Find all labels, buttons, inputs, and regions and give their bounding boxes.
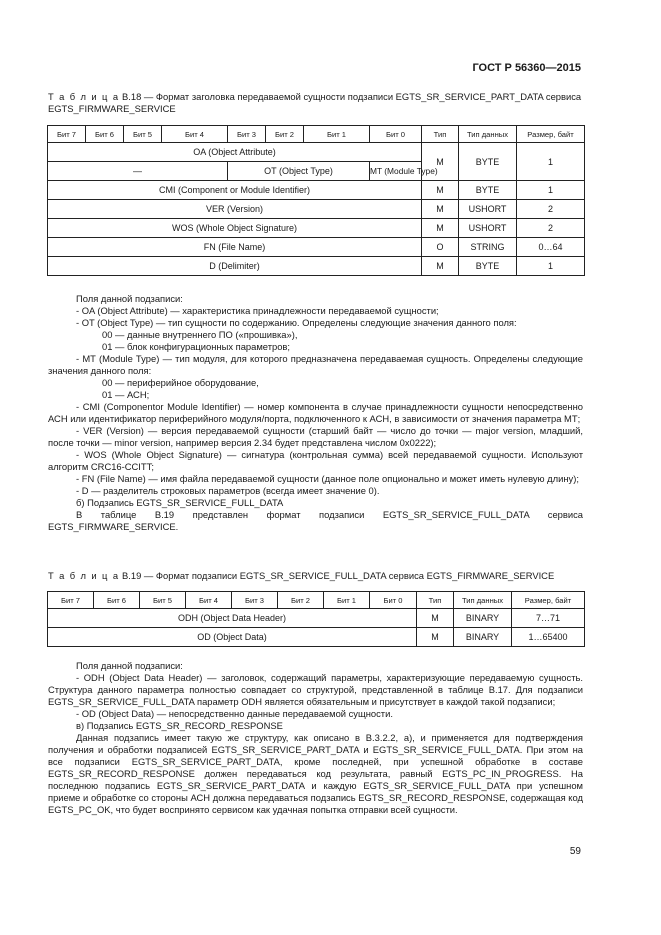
col-header: Бит 1 bbox=[304, 126, 370, 143]
size-cell: 1 bbox=[517, 143, 585, 181]
table-header-row bbox=[48, 126, 585, 143]
paragraph: В таблице В.19 представлен формат подзаписи EGTS_SR_SERVICE_FULL_DATA сервиса EGTS_FIRMWARE_SERVICE. bbox=[48, 509, 583, 532]
paragraph: Поля данной подзаписи: bbox=[76, 660, 183, 671]
caption-text: В.18 — Формат заголовка передаваемой сущности подзаписи EGTS_SR_SERVICE_PART_DATA сервиса EGTS_FIRMWARE_SERVICE bbox=[48, 91, 582, 114]
paragraph: - FN (File Name) — имя файла передаваемой сущности (данное поле опционально и может иметь нулевую длину); bbox=[76, 473, 579, 484]
table-row bbox=[48, 609, 585, 628]
table-b18-caption bbox=[48, 91, 583, 115]
col-header: Бит 7 bbox=[48, 126, 86, 143]
col-header: Размер, байт bbox=[517, 126, 585, 143]
type-cell: M bbox=[417, 609, 454, 628]
datatype-cell: USHORT bbox=[459, 200, 517, 219]
paragraph: - OA (Object Attribute) — характеристика принадлежности передаваемой сущности; bbox=[76, 305, 439, 316]
field-cell: OA (Object Attribute) bbox=[48, 143, 422, 162]
size-cell: 1 bbox=[517, 257, 585, 276]
table-row bbox=[48, 257, 585, 276]
table-row bbox=[48, 238, 585, 257]
size-cell: 2 bbox=[517, 200, 585, 219]
col-header: Бит 3 bbox=[228, 126, 266, 143]
datatype-cell: BYTE bbox=[459, 181, 517, 200]
type-cell: M bbox=[422, 200, 459, 219]
col-header: Размер, байт bbox=[512, 592, 585, 609]
col-header: Бит 2 bbox=[278, 592, 324, 609]
paragraph: Данная подзапись имеет такую же структуру, как описано в В.3.2.2, а), и применяется для подтверждения получения и обработки подзаписей EGTS_SR_SERVICE_PART_DATA и EGTS_SR_SERVICE_FULL_DATA. При этом на все подзаписи EGTS_SR_SERVICE_PART_DATA, кроме последней, при успешной обработке в составе EGTS_SR_RECORD_RESPONSE должен передаваться код результата, равный EGTS_PC_IN_PROGRESS. На последнюю подзапись EGTS_SR_SERVICE_PART_DATA и каждую EGTS_SR_SERVICE_FULL_DATA при успешном приеме и обработке со стороны АСН должна передаваться подзапись EGTS_SR_RECORD_RESPONSE, содержащая код EGTS_PC_OK, что будет воспринято сервисом как удачная попытка отправки всей сущности. bbox=[48, 732, 583, 815]
table-row bbox=[48, 181, 585, 200]
col-header: Бит 1 bbox=[324, 592, 370, 609]
paragraph: - VER (Version) — версия передаваемой сущности (старший байт — число до точки — major version, младший, после точки — minor version, например версия 2.34 будет представлена числом 0x0222); bbox=[48, 425, 583, 448]
col-header: Бит 0 bbox=[370, 592, 417, 609]
body-text-2 bbox=[48, 660, 583, 816]
table-row bbox=[48, 628, 585, 647]
col-header: Тип bbox=[417, 592, 454, 609]
type-cell: M bbox=[422, 143, 459, 181]
table-b19-caption bbox=[48, 570, 583, 582]
field-cell: ODH (Object Data Header) bbox=[48, 609, 417, 628]
table-row bbox=[48, 143, 585, 162]
standard-number: ГОСТ Р 56360—2015 bbox=[472, 62, 581, 74]
paragraph: - OD (Object Data) — непосредственно данные передаваемой сущности. bbox=[76, 708, 393, 719]
datatype-cell: BYTE bbox=[459, 143, 517, 181]
col-header: Бит 5 bbox=[124, 126, 162, 143]
col-header: Тип bbox=[422, 126, 459, 143]
reserved-cell: — bbox=[48, 162, 228, 181]
field-cell: VER (Version) bbox=[48, 200, 422, 219]
col-header: Бит 2 bbox=[266, 126, 304, 143]
col-header: Бит 7 bbox=[48, 592, 94, 609]
size-cell: 1 bbox=[517, 181, 585, 200]
paragraph: - MT (Module Type) — тип модуля, для которого предназначена передаваемая сущность. Определены следующие значения данного поля: bbox=[48, 353, 583, 376]
field-cell: OT (Object Type) bbox=[228, 162, 370, 181]
type-cell: O bbox=[422, 238, 459, 257]
type-cell: M bbox=[422, 257, 459, 276]
col-header: Бит 4 bbox=[186, 592, 232, 609]
col-header: Бит 6 bbox=[94, 592, 140, 609]
caption-text: В.19 — Формат подзаписи EGTS_SR_SERVICE_FULL_DATA сервиса EGTS_FIRMWARE_SERVICE bbox=[119, 570, 555, 581]
table-row bbox=[48, 200, 585, 219]
datatype-cell: BINARY bbox=[454, 628, 512, 647]
caption-prefix: Т а б л и ц а bbox=[48, 91, 120, 102]
table-b18 bbox=[47, 125, 585, 276]
col-header: Тип данных bbox=[454, 592, 512, 609]
paragraph: - D — разделитель строковых параметров (всегда имеет значение 0). bbox=[76, 485, 380, 496]
paragraph: - OT (Object Type) — тип сущности по содержанию. Определены следующие значения данного поля: bbox=[76, 317, 517, 328]
paragraph: 01 — АСН; bbox=[102, 389, 150, 400]
table-header-row bbox=[48, 592, 585, 609]
field-cell: MT (Module Type) bbox=[370, 162, 422, 181]
datatype-cell: STRING bbox=[459, 238, 517, 257]
col-header: Тип данных bbox=[459, 126, 517, 143]
size-cell: 7…71 bbox=[512, 609, 585, 628]
paragraph: Поля данной подзаписи: bbox=[76, 293, 183, 304]
table-b19 bbox=[47, 591, 585, 647]
paragraph: б) Подзапись EGTS_SR_SERVICE_FULL_DATA bbox=[76, 497, 284, 508]
col-header: Бит 5 bbox=[140, 592, 186, 609]
paragraph: 00 — данные внутреннего ПО («прошивка»), bbox=[102, 329, 298, 340]
col-header: Бит 4 bbox=[162, 126, 228, 143]
datatype-cell: BYTE bbox=[459, 257, 517, 276]
field-cell: OD (Object Data) bbox=[48, 628, 417, 647]
size-cell: 0…64 bbox=[517, 238, 585, 257]
datatype-cell: USHORT bbox=[459, 219, 517, 238]
paragraph: 01 — блок конфигурационных параметров; bbox=[102, 341, 291, 352]
paragraph: - WOS (Whole Object Signature) — сигнатура (контрольная сумма) всей передаваемой сущности. Используют алгоритм CRC16-CCITT; bbox=[48, 449, 583, 472]
caption-prefix: Т а б л и ц а bbox=[48, 570, 120, 581]
table-row bbox=[48, 219, 585, 238]
paragraph: 00 — периферийное оборудование, bbox=[102, 377, 259, 388]
paragraph: в) Подзапись EGTS_SR_RECORD_RESPONSE bbox=[76, 720, 283, 731]
body-text-1 bbox=[48, 293, 583, 533]
paragraph: - ODH (Object Data Header) — заголовок, содержащий параметры, характеризующие передаваемую сущность. Структура данного параметра полностью совпадает со структурой, представленной в таблице В.17. Для подзаписи EGTS_SR_SERVICE_FULL_DATA параметр ODH является обязательным и присутствует в каждой такой подзаписи; bbox=[48, 672, 583, 707]
field-cell: FN (File Name) bbox=[48, 238, 422, 257]
type-cell: M bbox=[417, 628, 454, 647]
size-cell: 1…65400 bbox=[512, 628, 585, 647]
size-cell: 2 bbox=[517, 219, 585, 238]
field-cell: D (Delimiter) bbox=[48, 257, 422, 276]
field-cell: CMI (Component or Module Identifier) bbox=[48, 181, 422, 200]
page-number: 59 bbox=[569, 846, 581, 857]
paragraph: - CMI (Componentor Module Identifier) — номер компонента в случае принадлежности сущности непосредственно АСН или идентификатор периферийного модуля/порта, подключенного к АСН, в зависимости от значения параметра МТ; bbox=[48, 401, 583, 424]
col-header: Бит 0 bbox=[370, 126, 422, 143]
col-header: Бит 6 bbox=[86, 126, 124, 143]
col-header: Бит 3 bbox=[232, 592, 278, 609]
datatype-cell: BINARY bbox=[454, 609, 512, 628]
type-cell: M bbox=[422, 219, 459, 238]
field-cell: WOS (Whole Object Signature) bbox=[48, 219, 422, 238]
type-cell: M bbox=[422, 181, 459, 200]
